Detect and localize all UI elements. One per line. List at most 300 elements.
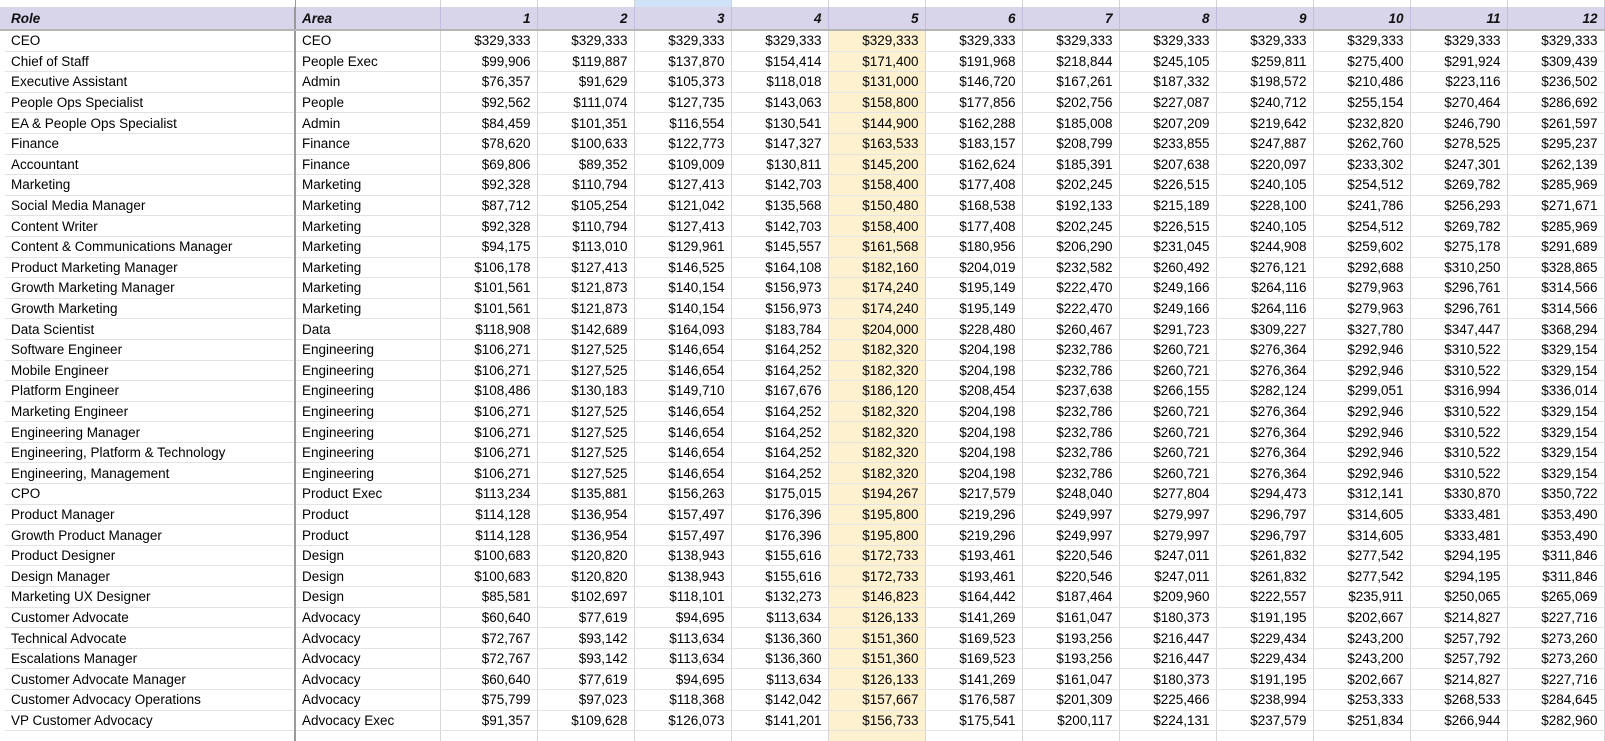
cell-period-3[interactable]: $122,773 (634, 133, 731, 154)
cell-period-10[interactable]: $251,834 (1313, 710, 1410, 731)
cell-period-12[interactable]: $271,671 (1507, 195, 1604, 216)
cell-period-5[interactable]: $156,733 (828, 710, 925, 731)
cell-period-11[interactable]: $268,533 (1410, 690, 1507, 711)
cell-period-12[interactable]: $227,716 (1507, 607, 1604, 628)
cell-period-7[interactable]: $232,786 (1022, 339, 1119, 360)
cell-period-1[interactable]: $106,271 (440, 442, 537, 463)
cell-period-7[interactable]: $202,245 (1022, 216, 1119, 237)
column-header-period-2[interactable]: 2 (537, 7, 634, 30)
cell-area[interactable]: Engineering (295, 360, 440, 381)
cell-period-11[interactable]: $214,827 (1410, 669, 1507, 690)
cell-period-7[interactable]: $220,546 (1022, 545, 1119, 566)
cell-period-2[interactable]: $329,333 (537, 30, 634, 51)
cell-period-11[interactable]: $310,522 (1410, 442, 1507, 463)
cell-period-8[interactable]: $266,155 (1119, 381, 1216, 402)
cell-period-12[interactable]: $329,154 (1507, 442, 1604, 463)
column-selection-band-2[interactable] (537, 0, 634, 7)
cell-period-4[interactable]: $136,360 (731, 628, 828, 649)
cell-period-9[interactable]: $220,097 (1216, 154, 1313, 175)
cell-period-9[interactable]: $240,712 (1216, 92, 1313, 113)
cell-period-4[interactable]: $176,396 (731, 504, 828, 525)
cell-period-7[interactable]: $260,467 (1022, 319, 1119, 340)
column-selection-band-12[interactable] (1507, 0, 1604, 7)
cell-period-3[interactable]: $94,695 (634, 607, 731, 628)
cell-period-10[interactable]: $233,302 (1313, 154, 1410, 175)
cell-period-4[interactable]: $113,634 (731, 669, 828, 690)
column-header-period-4[interactable]: 4 (731, 7, 828, 30)
cell-period-10[interactable]: $202,667 (1313, 669, 1410, 690)
cell-period-1[interactable]: $92,328 (440, 175, 537, 196)
cell-role[interactable]: Customer Advocacy Operations (5, 690, 295, 711)
cell-area[interactable]: Product (295, 525, 440, 546)
cell-period-10[interactable]: $253,333 (1313, 690, 1410, 711)
cell-period-3[interactable]: $140,154 (634, 298, 731, 319)
cell-period-9[interactable]: $229,434 (1216, 628, 1313, 649)
cell-period-8[interactable]: $207,638 (1119, 154, 1216, 175)
cell-period-1[interactable]: $101,561 (440, 298, 537, 319)
cell-period-9[interactable]: $264,116 (1216, 278, 1313, 299)
cell-area[interactable]: Advocacy Exec (295, 710, 440, 731)
cell-period-7[interactable]: $232,786 (1022, 422, 1119, 443)
cell-period-2[interactable]: $119,887 (537, 51, 634, 72)
cell-period-8[interactable]: $180,373 (1119, 607, 1216, 628)
cell-period-5[interactable]: $131,000 (828, 72, 925, 93)
cell-period-10[interactable]: $292,946 (1313, 360, 1410, 381)
cell-role[interactable]: Accountant (5, 154, 295, 175)
cell-period-3[interactable]: $138,943 (634, 545, 731, 566)
cell-period-12[interactable]: $309,439 (1507, 51, 1604, 72)
cell-role[interactable]: Engineering, Platform & Technology (5, 442, 295, 463)
cell-period-1[interactable]: $106,271 (440, 401, 537, 422)
cell-area[interactable]: Product (295, 504, 440, 525)
cell-area[interactable]: Admin (295, 72, 440, 93)
cell-period-7[interactable]: $208,799 (1022, 133, 1119, 154)
cell-period-1[interactable]: $94,175 (440, 236, 537, 257)
cell-period-3[interactable]: $127,413 (634, 175, 731, 196)
cell-period-11[interactable]: $257,792 (1410, 648, 1507, 669)
cell-period-4[interactable]: $164,252 (731, 339, 828, 360)
cell-period-7[interactable]: $232,582 (1022, 257, 1119, 278)
cell-period-8[interactable]: $279,997 (1119, 525, 1216, 546)
cell-period-5[interactable]: $195,800 (828, 525, 925, 546)
cell-period-4[interactable]: $135,568 (731, 195, 828, 216)
cell-period-8[interactable]: $277,804 (1119, 484, 1216, 505)
cell-period-7[interactable]: $193,256 (1022, 628, 1119, 649)
cell-period-7[interactable]: $232,786 (1022, 463, 1119, 484)
cell-role[interactable]: EA & People Ops Specialist (5, 113, 295, 134)
cell-period-3[interactable]: $329,333 (634, 30, 731, 51)
cell-period-8[interactable]: $260,721 (1119, 422, 1216, 443)
cell-period-8[interactable]: $260,721 (1119, 401, 1216, 422)
cell-period-9[interactable]: $309,227 (1216, 319, 1313, 340)
cell-period-7[interactable]: $232,786 (1022, 360, 1119, 381)
cell-period-1[interactable]: $87,712 (440, 195, 537, 216)
cell-area[interactable]: Engineering (295, 422, 440, 443)
cell-period-12[interactable]: $273,260 (1507, 648, 1604, 669)
cell-period-12[interactable]: $336,014 (1507, 381, 1604, 402)
cell-area[interactable]: Advocacy (295, 690, 440, 711)
cell-period-4[interactable]: $175,015 (731, 484, 828, 505)
cell-period-6[interactable]: $183,157 (925, 133, 1022, 154)
cell-area[interactable]: People (295, 92, 440, 113)
cell-area[interactable]: Finance (295, 133, 440, 154)
cell-role[interactable]: Customer Advocate Manager (5, 669, 295, 690)
column-selection-band-10[interactable] (1313, 0, 1410, 7)
cell-period-11[interactable]: $247,301 (1410, 154, 1507, 175)
cell-period-12[interactable]: $368,294 (1507, 319, 1604, 340)
cell-period-12[interactable]: $227,716 (1507, 669, 1604, 690)
cell-period-2[interactable]: $89,352 (537, 154, 634, 175)
cell-period-10[interactable]: $277,542 (1313, 545, 1410, 566)
cell-period-11[interactable]: $294,195 (1410, 545, 1507, 566)
cell-period-1[interactable]: $106,271 (440, 463, 537, 484)
column-header-area[interactable]: Area (295, 7, 440, 30)
cell-period-3[interactable]: $146,654 (634, 360, 731, 381)
cell-period-2[interactable]: $102,697 (537, 587, 634, 608)
cell-period-12[interactable]: $329,154 (1507, 339, 1604, 360)
cell-period-11[interactable]: $310,522 (1410, 463, 1507, 484)
cell-period-10[interactable]: $275,400 (1313, 51, 1410, 72)
cell-period-1[interactable]: $99,906 (440, 51, 537, 72)
column-selection-band-1[interactable] (440, 0, 537, 7)
cell-period-11[interactable]: $270,464 (1410, 92, 1507, 113)
cell-period-11[interactable]: $329,333 (1410, 30, 1507, 51)
cell-period-2[interactable]: $111,074 (537, 92, 634, 113)
cell-period-5[interactable]: $150,480 (828, 195, 925, 216)
cell-period-4[interactable]: $142,042 (731, 690, 828, 711)
cell-period-9[interactable]: $261,832 (1216, 566, 1313, 587)
cell-period-6[interactable]: $193,461 (925, 566, 1022, 587)
cell-period-6[interactable]: $176,587 (925, 690, 1022, 711)
cell-period-3[interactable]: $157,497 (634, 504, 731, 525)
cell-role[interactable]: Content Writer (5, 216, 295, 237)
cell-period-6[interactable]: $141,269 (925, 607, 1022, 628)
cell-period-7[interactable]: $200,117 (1022, 710, 1119, 731)
cell-period-12[interactable]: $311,846 (1507, 545, 1604, 566)
cell-period-5[interactable]: $158,800 (828, 92, 925, 113)
cell-period-8[interactable]: $224,131 (1119, 710, 1216, 731)
cell-period-9[interactable]: $219,642 (1216, 113, 1313, 134)
cell-period-12[interactable]: $329,154 (1507, 401, 1604, 422)
cell-period-10[interactable]: $327,780 (1313, 319, 1410, 340)
cell-period-3[interactable]: $127,735 (634, 92, 731, 113)
cell-role[interactable]: Design Manager (5, 566, 295, 587)
cell-period-1[interactable]: $85,581 (440, 587, 537, 608)
cell-area[interactable]: Engineering (295, 401, 440, 422)
cell-role[interactable]: Growth Product Manager (5, 525, 295, 546)
cell-period-10[interactable]: $255,154 (1313, 92, 1410, 113)
cell-period-9[interactable]: $198,572 (1216, 72, 1313, 93)
cell-period-12[interactable]: $295,237 (1507, 133, 1604, 154)
cell-period-8[interactable]: $245,105 (1119, 51, 1216, 72)
cell-period-11[interactable]: $310,522 (1410, 360, 1507, 381)
cell-period-8[interactable]: $226,515 (1119, 216, 1216, 237)
cell-period-4[interactable]: $154,414 (731, 51, 828, 72)
cell-period-9[interactable]: $261,832 (1216, 545, 1313, 566)
cell-period-12[interactable]: $314,566 (1507, 298, 1604, 319)
cell-period-9[interactable]: $222,557 (1216, 587, 1313, 608)
cell-period-6[interactable]: $208,454 (925, 381, 1022, 402)
cell-period-3[interactable]: $157,497 (634, 525, 731, 546)
cell-period-6[interactable]: $168,538 (925, 195, 1022, 216)
cell-period-12[interactable]: $329,154 (1507, 422, 1604, 443)
cell-period-2[interactable]: $77,619 (537, 669, 634, 690)
cell-period-7[interactable]: $232,786 (1022, 442, 1119, 463)
column-header-period-6[interactable]: 6 (925, 7, 1022, 30)
cell-period-2[interactable]: $91,629 (537, 72, 634, 93)
cell-period-2[interactable]: $110,794 (537, 175, 634, 196)
cell-period-12[interactable]: $273,260 (1507, 628, 1604, 649)
cell-period-7[interactable]: $220,546 (1022, 566, 1119, 587)
cell-period-11[interactable]: $310,522 (1410, 401, 1507, 422)
cell-period-2[interactable]: $77,619 (537, 607, 634, 628)
cell-period-8[interactable]: $231,045 (1119, 236, 1216, 257)
cell-period-1[interactable]: $118,908 (440, 319, 537, 340)
cell-period-6[interactable]: $228,480 (925, 319, 1022, 340)
cell-role[interactable]: Social Media Manager (5, 195, 295, 216)
cell-area[interactable]: CEO (295, 30, 440, 51)
cell-period-8[interactable]: $216,447 (1119, 628, 1216, 649)
cell-period-7[interactable]: $202,245 (1022, 175, 1119, 196)
cell-period-2[interactable]: $109,628 (537, 710, 634, 731)
column-selection-band-7[interactable] (1022, 0, 1119, 7)
cell-period-2[interactable]: $110,794 (537, 216, 634, 237)
cell-role[interactable]: CEO (5, 30, 295, 51)
cell-period-8[interactable]: $227,087 (1119, 92, 1216, 113)
cell-period-8[interactable]: $225,466 (1119, 690, 1216, 711)
cell-period-6[interactable]: $162,288 (925, 113, 1022, 134)
cell-period-1[interactable]: $60,640 (440, 669, 537, 690)
cell-period-6[interactable]: $191,968 (925, 51, 1022, 72)
cell-period-3[interactable]: $138,943 (634, 566, 731, 587)
cell-period-4[interactable]: $183,784 (731, 319, 828, 340)
cell-period-10[interactable]: $254,512 (1313, 175, 1410, 196)
cell-period-11[interactable]: $316,994 (1410, 381, 1507, 402)
cell-period-2[interactable]: $121,873 (537, 278, 634, 299)
cell-period-12[interactable]: $236,502 (1507, 72, 1604, 93)
cell-period-2[interactable]: $127,525 (537, 422, 634, 443)
cell-role[interactable]: Customer Advocate (5, 607, 295, 628)
cell-period-4[interactable]: $156,973 (731, 278, 828, 299)
cell-period-11[interactable]: $310,250 (1410, 257, 1507, 278)
column-selection-band-4[interactable] (731, 0, 828, 7)
cell-period-2[interactable]: $105,254 (537, 195, 634, 216)
cell-period-3[interactable]: $146,525 (634, 257, 731, 278)
cell-period-8[interactable]: $260,721 (1119, 442, 1216, 463)
cell-period-1[interactable]: $106,271 (440, 360, 537, 381)
cell-period-11[interactable]: $266,944 (1410, 710, 1507, 731)
cell-area[interactable]: Advocacy (295, 628, 440, 649)
cell-role[interactable]: Escalations Manager (5, 648, 295, 669)
cell-period-5[interactable]: $195,800 (828, 504, 925, 525)
cell-period-4[interactable]: $164,108 (731, 257, 828, 278)
cell-period-4[interactable]: $118,018 (731, 72, 828, 93)
cell-period-8[interactable]: $216,447 (1119, 648, 1216, 669)
cell-period-10[interactable]: $299,051 (1313, 381, 1410, 402)
cell-period-5[interactable]: $182,320 (828, 360, 925, 381)
cell-period-11[interactable]: $333,481 (1410, 504, 1507, 525)
cell-period-1[interactable]: $78,620 (440, 133, 537, 154)
cell-period-10[interactable]: $292,946 (1313, 339, 1410, 360)
cell-period-9[interactable]: $276,364 (1216, 442, 1313, 463)
cell-period-10[interactable]: $292,946 (1313, 422, 1410, 443)
cell-period-2[interactable]: $120,820 (537, 566, 634, 587)
cell-period-10[interactable]: $241,786 (1313, 195, 1410, 216)
cell-period-1[interactable]: $92,328 (440, 216, 537, 237)
cell-period-2[interactable]: $93,142 (537, 628, 634, 649)
cell-area[interactable]: Design (295, 566, 440, 587)
cell-period-3[interactable]: $146,654 (634, 422, 731, 443)
cell-period-3[interactable]: $156,263 (634, 484, 731, 505)
cell-area[interactable]: Marketing (295, 175, 440, 196)
cell-period-12[interactable]: $291,689 (1507, 236, 1604, 257)
cell-role[interactable]: CPO (5, 484, 295, 505)
cell-period-1[interactable]: $100,683 (440, 566, 537, 587)
cell-period-12[interactable]: $350,722 (1507, 484, 1604, 505)
cell-period-5[interactable]: $144,900 (828, 113, 925, 134)
cell-period-4[interactable]: $164,252 (731, 442, 828, 463)
cell-period-3[interactable]: $109,009 (634, 154, 731, 175)
cell-period-4[interactable]: $130,541 (731, 113, 828, 134)
cell-period-5[interactable]: $163,533 (828, 133, 925, 154)
cell-period-5[interactable]: $204,000 (828, 319, 925, 340)
cell-period-5[interactable]: $174,240 (828, 278, 925, 299)
cell-period-11[interactable]: $269,782 (1410, 216, 1507, 237)
cell-period-11[interactable]: $296,761 (1410, 278, 1507, 299)
cell-period-9[interactable]: $329,333 (1216, 30, 1313, 51)
cell-period-9[interactable]: $276,364 (1216, 339, 1313, 360)
cell-period-7[interactable]: $232,786 (1022, 401, 1119, 422)
cell-period-4[interactable]: $132,273 (731, 587, 828, 608)
cell-period-6[interactable]: $141,269 (925, 669, 1022, 690)
cell-period-8[interactable]: $260,492 (1119, 257, 1216, 278)
cell-period-2[interactable]: $120,820 (537, 545, 634, 566)
cell-period-2[interactable]: $136,954 (537, 504, 634, 525)
cell-role[interactable]: Product Manager (5, 504, 295, 525)
column-selection-band-11[interactable] (1410, 0, 1507, 7)
cell-period-10[interactable]: $292,946 (1313, 442, 1410, 463)
cell-period-4[interactable]: $164,252 (731, 401, 828, 422)
cell-period-8[interactable]: $180,373 (1119, 669, 1216, 690)
cell-area[interactable]: Design (295, 545, 440, 566)
cell-period-6[interactable]: $162,624 (925, 154, 1022, 175)
cell-role[interactable]: Product Marketing Manager (5, 257, 295, 278)
cell-period-7[interactable]: $185,008 (1022, 113, 1119, 134)
cell-period-4[interactable]: $164,252 (731, 422, 828, 443)
cell-period-9[interactable]: $259,811 (1216, 51, 1313, 72)
cell-area[interactable]: Marketing (295, 236, 440, 257)
cell-period-9[interactable]: $296,797 (1216, 504, 1313, 525)
cell-period-11[interactable]: $250,065 (1410, 587, 1507, 608)
cell-period-10[interactable]: $262,760 (1313, 133, 1410, 154)
cell-period-8[interactable]: $249,166 (1119, 278, 1216, 299)
cell-period-12[interactable]: $328,865 (1507, 257, 1604, 278)
cell-area[interactable]: Marketing (295, 195, 440, 216)
cell-period-5[interactable]: $126,133 (828, 607, 925, 628)
cell-period-3[interactable]: $146,654 (634, 463, 731, 484)
cell-period-7[interactable]: $201,309 (1022, 690, 1119, 711)
cell-period-11[interactable]: $333,481 (1410, 525, 1507, 546)
cell-period-6[interactable]: $169,523 (925, 648, 1022, 669)
cell-period-4[interactable]: $164,252 (731, 360, 828, 381)
cell-period-4[interactable]: $155,616 (731, 545, 828, 566)
cell-period-5[interactable]: $182,320 (828, 463, 925, 484)
cell-period-3[interactable]: $146,654 (634, 401, 731, 422)
cell-period-7[interactable]: $193,256 (1022, 648, 1119, 669)
cell-period-4[interactable]: $145,557 (731, 236, 828, 257)
cell-period-7[interactable]: $167,261 (1022, 72, 1119, 93)
column-header-period-3[interactable]: 3 (634, 7, 731, 30)
cell-role[interactable]: Data Scientist (5, 319, 295, 340)
cell-period-1[interactable]: $100,683 (440, 545, 537, 566)
cell-period-6[interactable]: $180,956 (925, 236, 1022, 257)
cell-period-6[interactable]: $193,461 (925, 545, 1022, 566)
cell-period-7[interactable]: $249,997 (1022, 525, 1119, 546)
column-header-period-12[interactable]: 12 (1507, 7, 1604, 30)
cell-period-2[interactable]: $142,689 (537, 319, 634, 340)
cell-period-1[interactable]: $72,767 (440, 628, 537, 649)
cell-period-10[interactable]: $312,141 (1313, 484, 1410, 505)
cell-period-11[interactable]: $294,195 (1410, 566, 1507, 587)
cell-period-5[interactable]: $174,240 (828, 298, 925, 319)
column-selection-band-3[interactable] (634, 0, 731, 7)
cell-period-6[interactable]: $204,198 (925, 463, 1022, 484)
cell-period-7[interactable]: $249,997 (1022, 504, 1119, 525)
cell-period-11[interactable]: $291,924 (1410, 51, 1507, 72)
cell-period-8[interactable]: $279,997 (1119, 504, 1216, 525)
cell-period-12[interactable]: $262,139 (1507, 154, 1604, 175)
cell-period-11[interactable]: $257,792 (1410, 628, 1507, 649)
cell-period-11[interactable]: $223,116 (1410, 72, 1507, 93)
cell-period-6[interactable]: $177,408 (925, 216, 1022, 237)
cell-period-3[interactable]: $126,073 (634, 710, 731, 731)
cell-role[interactable]: Marketing UX Designer (5, 587, 295, 608)
cell-role[interactable]: People Ops Specialist (5, 92, 295, 113)
cell-period-1[interactable]: $108,486 (440, 381, 537, 402)
cell-period-5[interactable]: $182,320 (828, 401, 925, 422)
cell-period-6[interactable]: $175,541 (925, 710, 1022, 731)
cell-period-7[interactable]: $185,391 (1022, 154, 1119, 175)
cell-period-5[interactable]: $172,733 (828, 566, 925, 587)
cell-period-7[interactable]: $218,844 (1022, 51, 1119, 72)
cell-period-1[interactable]: $114,128 (440, 504, 537, 525)
cell-period-7[interactable]: $161,047 (1022, 607, 1119, 628)
column-selection-band-9[interactable] (1216, 0, 1313, 7)
cell-period-8[interactable]: $247,011 (1119, 545, 1216, 566)
cell-period-12[interactable]: $265,069 (1507, 587, 1604, 608)
cell-role[interactable]: Product Designer (5, 545, 295, 566)
cell-period-9[interactable]: $229,434 (1216, 648, 1313, 669)
cell-period-5[interactable]: $158,400 (828, 216, 925, 237)
cell-period-5[interactable]: $182,320 (828, 442, 925, 463)
cell-period-8[interactable]: $329,333 (1119, 30, 1216, 51)
cell-period-3[interactable]: $113,634 (634, 628, 731, 649)
cell-period-6[interactable]: $146,720 (925, 72, 1022, 93)
cell-period-7[interactable]: $187,464 (1022, 587, 1119, 608)
cell-period-1[interactable]: $69,806 (440, 154, 537, 175)
cell-period-12[interactable]: $329,154 (1507, 463, 1604, 484)
cell-period-3[interactable]: $105,373 (634, 72, 731, 93)
cell-role[interactable]: Platform Engineer (5, 381, 295, 402)
cell-period-12[interactable]: $284,645 (1507, 690, 1604, 711)
cell-period-9[interactable]: $294,473 (1216, 484, 1313, 505)
cell-period-9[interactable]: $240,105 (1216, 216, 1313, 237)
cell-period-8[interactable]: $187,332 (1119, 72, 1216, 93)
cell-period-4[interactable]: $143,063 (731, 92, 828, 113)
cell-period-1[interactable]: $113,234 (440, 484, 537, 505)
cell-period-4[interactable]: $167,676 (731, 381, 828, 402)
cell-period-6[interactable]: $177,408 (925, 175, 1022, 196)
